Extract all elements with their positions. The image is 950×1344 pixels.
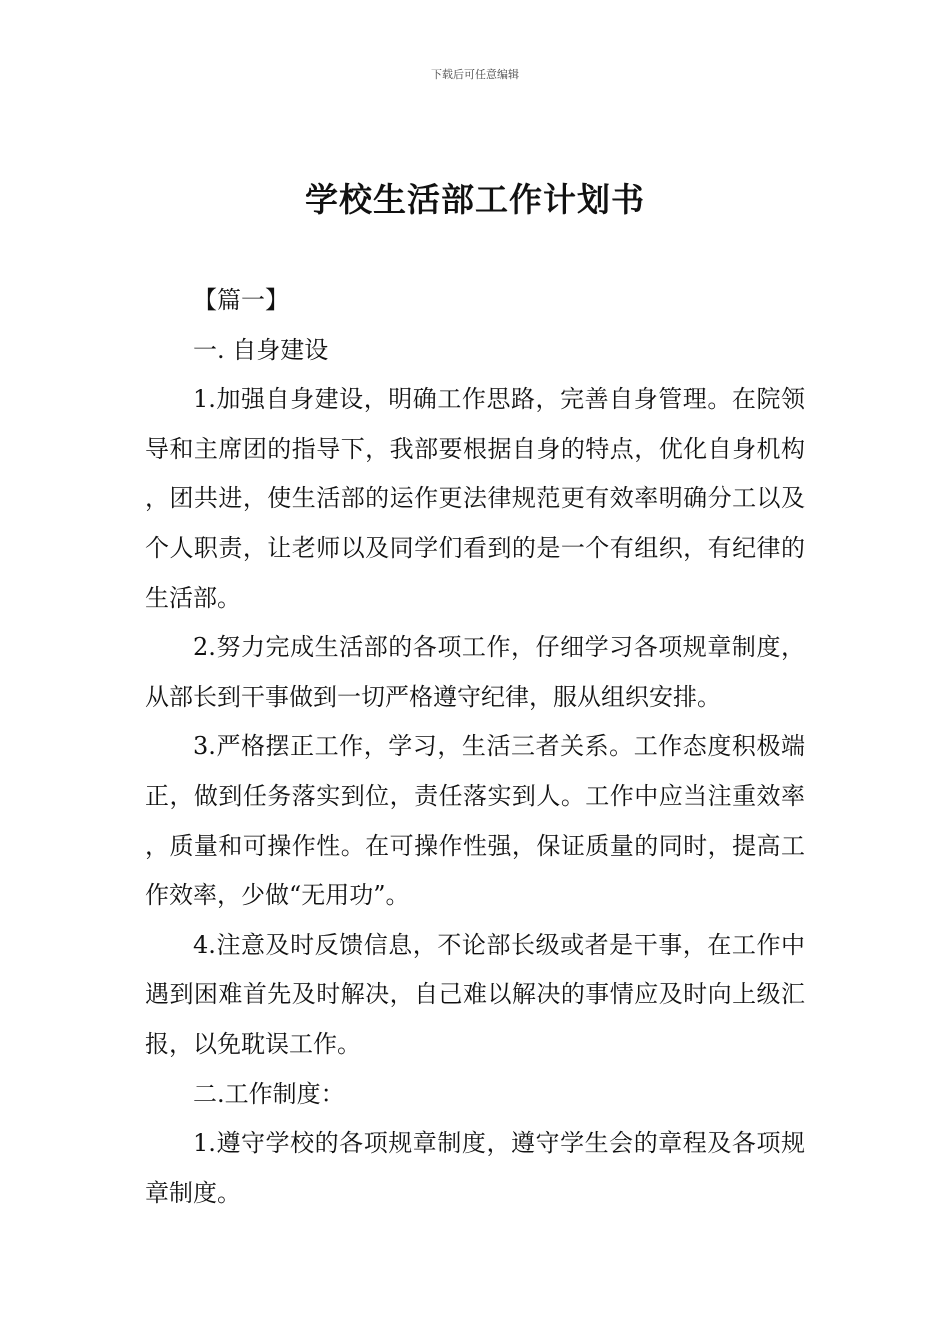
document-title: 学校生活部工作计划书 — [305, 180, 645, 219]
paragraph-2: 2.努力完成生活部的各项工作，仔细学习各项规章制度，从部长到干事做到一切严格遵守纪律，服从组织安排。 — [145, 633, 805, 711]
section-heading-1: 一. 自身建设 — [193, 335, 329, 364]
paragraph-4: 4.注意及时反馈信息，不论部长级或者是干事，在工作中遇到困难首先及时解决，自己难以解决的事情应及时向上级汇报，以免耽误工作。 — [145, 930, 805, 1058]
section-marker: 【篇一】 — [193, 286, 289, 314]
section-heading-2: 二.工作制度： — [193, 1079, 345, 1108]
paragraph-1: 1.加强自身建设，明确工作思路，完善自身管理。在院领导和主席团的指导下，我部要根据自身的特点，优化自身机构，团共进，使生活部的运作更法律规范更有效率明确分工以及个人职责，让老师以及同学们看到的是一个有组织，有纪律的生活部。 — [145, 385, 805, 612]
document-body — [145, 276, 805, 1218]
header-note: 下载后可任意编辑 — [431, 68, 519, 81]
paragraph-5: 1.遵守学校的各项规章制度，遵守学生会的章程及各项规章制度。 — [145, 1129, 805, 1207]
paragraph-3: 3.严格摆正工作，学习，生活三者关系。工作态度积极端正，做到任务落实到位，责任落实到人。工作中应当注重效率，质量和可操作性。在可操作性强，保证质量的同时，提高工作效率，少做“无用功”。 — [145, 732, 805, 910]
